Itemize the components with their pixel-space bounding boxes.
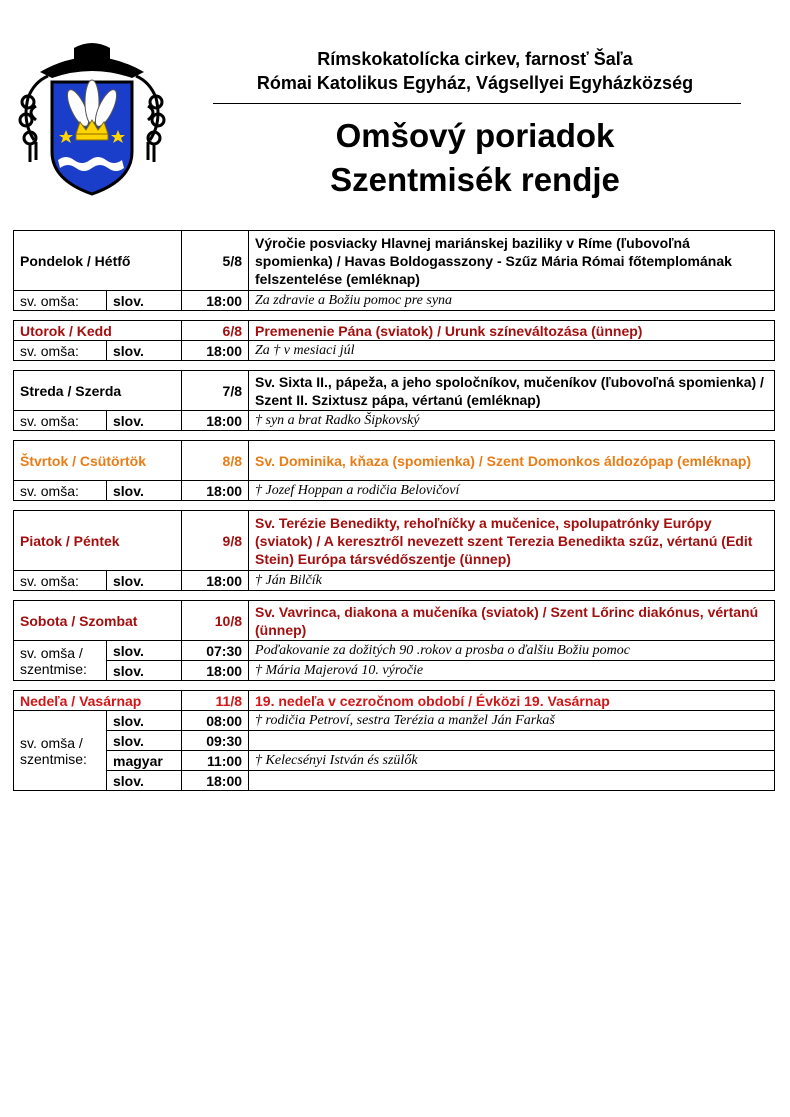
page-title-sk: Omšový poriadok: [335, 117, 615, 154]
feast-name: Sv. Dominika, kňaza (spomienka) / Szent Domonkos áldozópap (emléknap): [249, 441, 775, 481]
day-name: Štvrtok / Csütörtök: [14, 441, 182, 481]
day-table-monday: [13, 230, 775, 311]
mass-language: slov.: [107, 571, 182, 591]
mass-language: slov.: [107, 411, 182, 431]
mass-time: 08:00: [182, 711, 249, 731]
day-table-tuesday: [13, 320, 775, 361]
day-name: Piatok / Péntek: [14, 511, 182, 571]
day-table-friday: [13, 510, 775, 591]
feast-name: Sv. Terézie Benedikty, rehoľníčky a mučenice, spolupatrónky Európy (sviatok) / A keresztről nevezett szent Terezia Benedikta szűz, vértanú (Edit Stein) Európa társvédőszentje (ünnep): [249, 511, 775, 571]
mass-language: slov.: [107, 661, 182, 681]
day-name: Sobota / Szombat: [14, 601, 182, 641]
mass-time: 09:30: [182, 731, 249, 751]
mass-language: slov.: [107, 731, 182, 751]
mass-time: 18:00: [182, 341, 249, 361]
mass-intention: [249, 731, 775, 751]
mass-time: 18:00: [182, 291, 249, 311]
day-name: Pondelok / Hétfő: [14, 231, 182, 291]
mass-intention: Za † v mesiaci júl: [249, 341, 775, 361]
mass-intention: † Ján Bilčík: [249, 571, 775, 591]
mass-language: slov.: [107, 771, 182, 791]
mass-language: slov.: [107, 341, 182, 361]
mass-label: sv. omša:: [14, 411, 107, 431]
mass-intention: Za zdravie a Božiu pomoc pre syna: [249, 291, 775, 311]
day-date: 10/8: [182, 601, 249, 641]
parish-coat-of-arms-icon: [12, 42, 172, 202]
mass-intention: Poďakovanie za dožitých 90 .rokov a prosba o ďalšiu Božiu pomoc: [249, 641, 775, 661]
mass-label: sv. omša:: [14, 481, 107, 501]
mass-time: 18:00: [182, 771, 249, 791]
parish-name-hu: Római Katolikus Egyház, Vágsellyei Egyházközség: [256, 73, 694, 93]
mass-language: slov.: [107, 711, 182, 731]
mass-language: slov.: [107, 291, 182, 311]
mass-label: sv. omša:: [14, 341, 107, 361]
mass-time: 18:00: [182, 481, 249, 501]
feast-name: Sv. Vavrinca, diakona a mučeníka (sviatok) / Szent Lőrinc diakónus, vértanú (ünnep): [249, 601, 775, 641]
parish-name-sk: Rímskokatolícka cirkev, farnosť Šaľa: [317, 49, 633, 69]
mass-label: sv. omša:: [14, 571, 107, 591]
mass-intention: † Kelecsényi István és szülők: [249, 751, 775, 771]
feast-name: 19. nedeľa v cezročnom období / Évközi 19. Vasárnap: [249, 691, 775, 711]
mass-intention: † rodičia Petroví, sestra Terézia a manžel Ján Farkaš: [249, 711, 775, 731]
mass-language: magyar: [107, 751, 182, 771]
day-date: 7/8: [182, 371, 249, 411]
mass-time: 18:00: [182, 661, 249, 681]
mass-language: slov.: [107, 641, 182, 661]
day-table-wednesday: [13, 370, 775, 431]
mass-time: 18:00: [182, 571, 249, 591]
day-date: 9/8: [182, 511, 249, 571]
mass-language: slov.: [107, 481, 182, 501]
mass-time: 18:00: [182, 411, 249, 431]
day-name: Utorok / Kedd: [14, 321, 182, 341]
day-date: 8/8: [182, 441, 249, 481]
day-name: Streda / Szerda: [14, 371, 182, 411]
mass-label: sv. omša:: [14, 291, 107, 311]
mass-intention: † syn a brat Radko Šipkovský: [249, 411, 775, 431]
feast-name: Výročie posviacky Hlavnej mariánskej baziliky v Ríme (ľubovoľná spomienka) / Havas Boldogasszony - Szűz Mária Római főtemplomának felszentelése (emléknap): [249, 231, 775, 291]
mass-intention: [249, 771, 775, 791]
day-name: Nedeľa / Vasárnap: [14, 691, 182, 711]
day-table-thursday: [13, 440, 775, 501]
header-divider: [213, 103, 741, 104]
mass-label: sv. omša / szentmise:: [14, 711, 107, 791]
day-date: 5/8: [182, 231, 249, 291]
mass-time: 11:00: [182, 751, 249, 771]
mass-time: 07:30: [182, 641, 249, 661]
page-title-hu: Szentmisék rendje: [330, 161, 620, 198]
feast-name: Sv. Sixta II., pápeža, a jeho spoločníkov, mučeníkov (ľubovoľná spomienka) / Szent II. Szixtusz pápa, vértanú (emléknap): [249, 371, 775, 411]
day-date: 11/8: [182, 691, 249, 711]
mass-intention: † Jozef Hoppan a rodičia Belovičoví: [249, 481, 775, 501]
feast-name: Premenenie Pána (sviatok) / Urunk színeváltozása (ünnep): [249, 321, 775, 341]
day-table-saturday: [13, 600, 775, 681]
day-table-sunday: [13, 690, 775, 791]
mass-intention: † Mária Majerová 10. výročie: [249, 661, 775, 681]
day-date: 6/8: [182, 321, 249, 341]
mass-label: sv. omša / szentmise:: [14, 641, 107, 681]
